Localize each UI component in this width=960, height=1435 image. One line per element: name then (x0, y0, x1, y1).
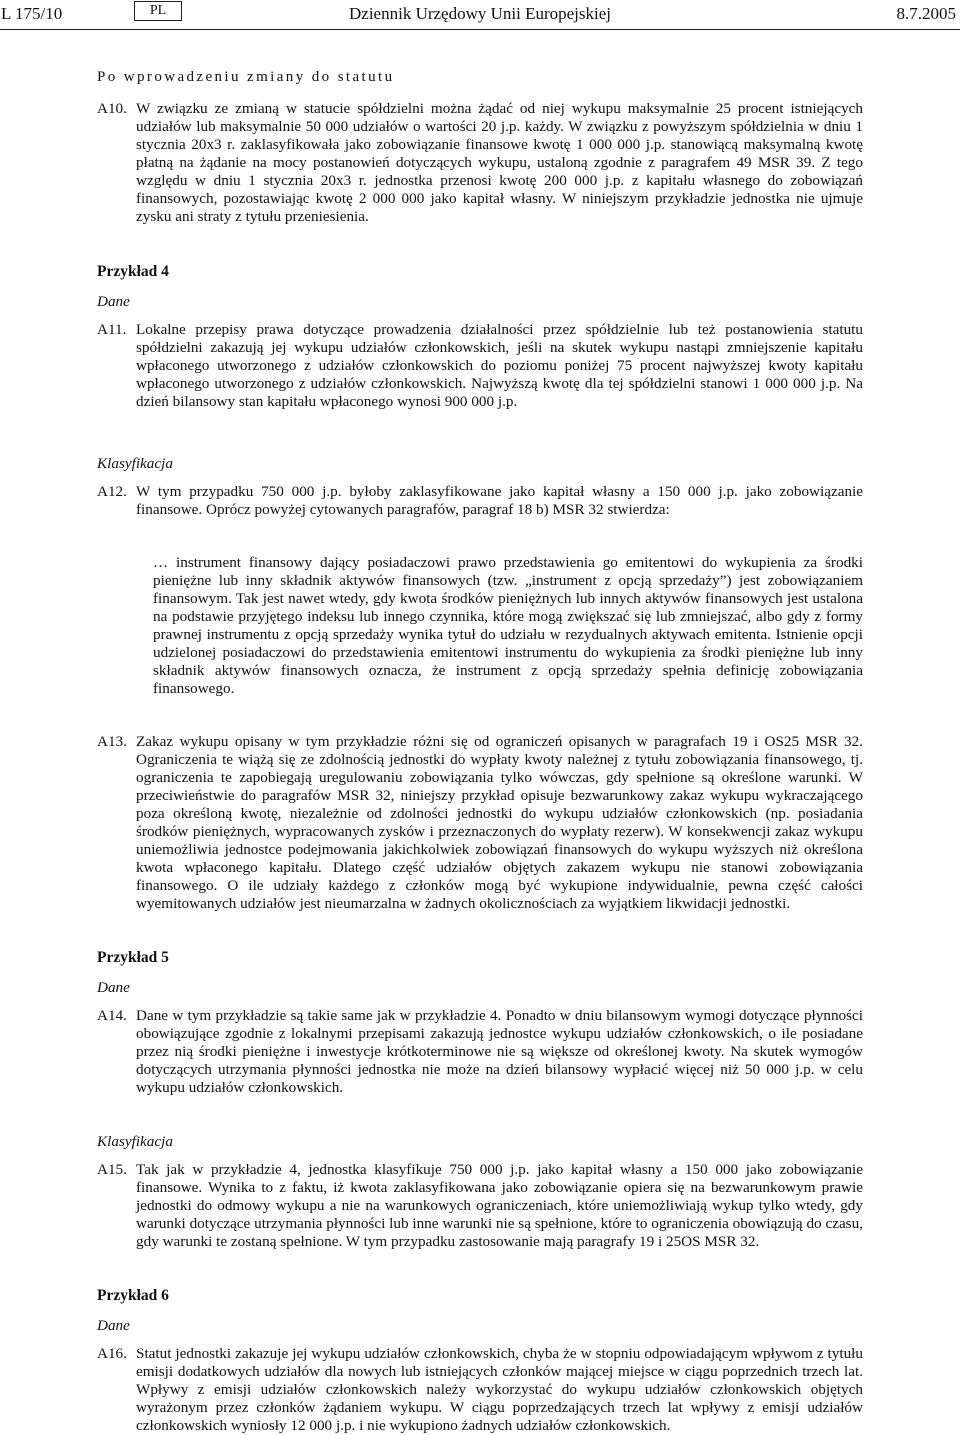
paragraph-a12 (97, 483, 863, 519)
dane-subheading: Dane (97, 1317, 130, 1334)
example-5-heading: Przykład 5 (97, 949, 169, 966)
paragraph-number: A10. (97, 100, 127, 117)
paragraph-a10 (97, 100, 863, 226)
header-divider (0, 29, 960, 30)
publication-date: 8.7.2005 (896, 4, 956, 23)
paragraph-number: A16. (97, 1345, 127, 1362)
paragraph-number: A13. (97, 733, 127, 750)
paragraph-number: A12. (97, 483, 127, 500)
paragraph-text: Zakaz wykupu opisany w tym przykładzie różni się od ograniczeń opisanych w paragrafach 19 i OS25 MSR 32. Ograniczenia te wiążą się ze zdolnością jednostki do wypłaty kwoty należnej z tytułu zobowiązania finansowego, tj. ograniczenia te zapobiegają uregulowaniu zobowiązania tylko wówczas, gdy spełnione są określone warunki. W przeciwieństwie do paragrafów MSR 32, niniejszy przykład opisuje bezwarunkowy zakaz wykupu wykraczającego poza określoną kwotę, niezależnie od zdolności jednostki do wykupu udziałów członkowskich (np. posiadania środków pieniężnych, wypracowanych zysków i przeznaczonych do wypłaty rezerw). W konsekwencji zakaz wykupu uniemożliwia jednostce podejmowania jakichkolwiek zobowiązań finansowych do wykupu wyższych niż określona kwota wpłaconego kapitału. Dlatego część udziałów objętych zakazem wykupu nie stanowi zobowiązania finansowego. O ile udziały każdego z członków mogą być wykupione indywidualnie, pewna część całości wyemitowanych udziałów jest nieumarzalna w żadnych okolicznościach za wyjątkiem likwidacji jednostki. (136, 733, 863, 912)
example-6-heading: Przykład 6 (97, 1287, 169, 1304)
paragraph-text: Lokalne przepisy prawa dotyczące prowadzenia działalności przez spółdzielnie lub też postanowienia statutu spółdzielni zakazują jej wykupu udziałów członkowskich, jeśli na skutek wykupu nastąpi zmniejszenie kapitału wpłaconego utworzonego z udziałów członkowskich do poziomu poniżej 75 procent najwyższej kwoty kapitału wpłaconego utworzonego z udziałów członkowskich. Najwyższą kwotę dla tej spółdzielni stanowi 1 000 000 j.p. Na dzień bilansowy stan kapitału wpłaconego wynosi 900 000 j.p. (136, 321, 863, 410)
paragraph-a14 (97, 1007, 863, 1097)
paragraph-number: A11. (97, 321, 127, 338)
journal-title: Dziennik Urzędowy Unii Europejskiej (349, 4, 612, 23)
block-quote: … instrument finansowy dający posiadaczowi prawo przedstawienia go emitentowi do wykupienia za środki pieniężne lub inny składnik aktywów finansowych (tzw. „instrument z opcją sprzedaży”) jest zobowiązaniem finansowym. Tak jest nawet wtedy, gdy kwota środków pieniężnych lub innych aktywów finansowych jest ustalona na podstawie przyjętego indeksu lub innego czynnika, które mogą zwiększać się lub zmniejszać, albo gdy z formy prawnej instrumentu z opcją sprzedaży wynika tytuł do udziału w rezydualnych aktywach emitenta. Istnienie opcji udzielonej posiadaczowi do przedstawienia emitentowi instrumentu do wykupienia za środki pieniężne lub inny składnik aktywów finansowych oznacza, że instrument z opcją sprzedaży spełnia definicję zobowiązania finansowego. (153, 554, 863, 697)
paragraph-text: Dane w tym przykładzie są takie same jak w przykładzie 4. Ponadto w dniu bilansowym wymogi dotyczące płynności obowiązujące zgodnie z lokalnymi przepisami zakazują jednostce wykupu udziałów członkowskich, o ile posiadane przez nią środki pieniężne i inwestycje krótkoterminowe nie są większe od określonej kwoty. Na skutek wymogów dotyczących utrzymania płynności jednostka nie może na dzień bilansowy wypłacić więcej niż 50 000 j.p. w celu wykupu udziałów członkowskich. (136, 1007, 863, 1096)
language-badge: PL (134, 1, 182, 21)
paragraph-text: Statut jednostki zakazuje jej wykupu udziałów członkowskich, chyba że w stopniu odpowiadającym wpływom z tytułu emisji dodatkowych udziałów dla nowych lub istniejących członków mającej miejsce w ciągu poprzednich trzech lat. Wpływy z emisji udziałów członkowskich należy wykorzystać do wykupu udziałów członkowskich objętych wyrażonym przez członków żądaniem wykupu. W ciągu poprzedzających trzech lat wpływy z emisji udziałów członkowskich wyniosły 12 000 j.p. i nie wykupiono żadnych udziałów członkowskich. (136, 1345, 863, 1434)
paragraph-a15 (97, 1161, 863, 1251)
paragraph-number: A15. (97, 1161, 127, 1178)
klasyfikacja-subheading: Klasyfikacja (97, 455, 173, 472)
dane-subheading: Dane (97, 979, 130, 996)
paragraph-number: A14. (97, 1007, 127, 1024)
klasyfikacja-subheading: Klasyfikacja (97, 1133, 173, 1150)
paragraph-a13 (97, 733, 863, 913)
dane-subheading: Dane (97, 293, 130, 310)
paragraph-text: W związku ze zmianą w statucie spółdzielni można żądać od niej wykupu maksymalnie 25 procent istniejących udziałów lub maksymalnie 50 000 udziałów o wartości 20 j.p. każdy. W związku z powyższym spółdzielnia w dniu 1 stycznia 20x3 r. zaklasyfikowała jako zobowiązanie finansowe kwotę 1 000 000 j.p. stanowiącą maksymalną kwotę płatną na żądanie na mocy postanowień dotyczących wykupu, ustaloną zgodnie z paragrafem 49 MSR 39. Z tego względu w dniu 1 stycznia 20x3 r. jednostka przenosi kwotę 200 000 j.p. z kapitału własnego do zobowiązań finansowych, pozostawiając kwotę 2 000 000 jako kapitał własny. W niniejszym przykładzie jednostka nie ujmuje zysku ani straty z tytułu przeniesienia. (136, 100, 863, 225)
page-reference: L 175/10 (1, 4, 63, 23)
example-4-heading: Przykład 4 (97, 263, 169, 280)
page-header (0, 0, 960, 30)
paragraph-a16 (97, 1345, 863, 1435)
paragraph-text: Tak jak w przykładzie 4, jednostka klasyfikuje 750 000 j.p. jako kapitał własny a 150 000 jako zobowiązanie finansowe. Wynika to z faktu, iż kwota zaklasyfikowana jako zobowiązanie opiera się na bezwarunkowym prawie jednostki do odmowy wykupu a nie na warunkowych ograniczeniach, które uniemożliwiają wykup tylko wtedy, gdy warunki dotyczące utrzymania płynności lub inne warunki nie są spełnione, które to ograniczenia obowiązują do czasu, gdy warunki te zostaną spełnione. W tym przypadku zastosowanie mają paragrafy 19 i 25OS MSR 32. (136, 1161, 863, 1250)
paragraph-a11 (97, 321, 863, 411)
document-body (97, 68, 863, 1435)
section-title: Po wprowadzeniu zmiany do statutu (97, 69, 395, 85)
paragraph-text: W tym przypadku 750 000 j.p. byłoby zaklasyfikowane jako kapitał własny a 150 000 j.p. jako zobowiązanie finansowe. Oprócz powyżej cytowanych paragrafów, paragraf 18 b) MSR 32 stwierdza: (136, 483, 863, 518)
